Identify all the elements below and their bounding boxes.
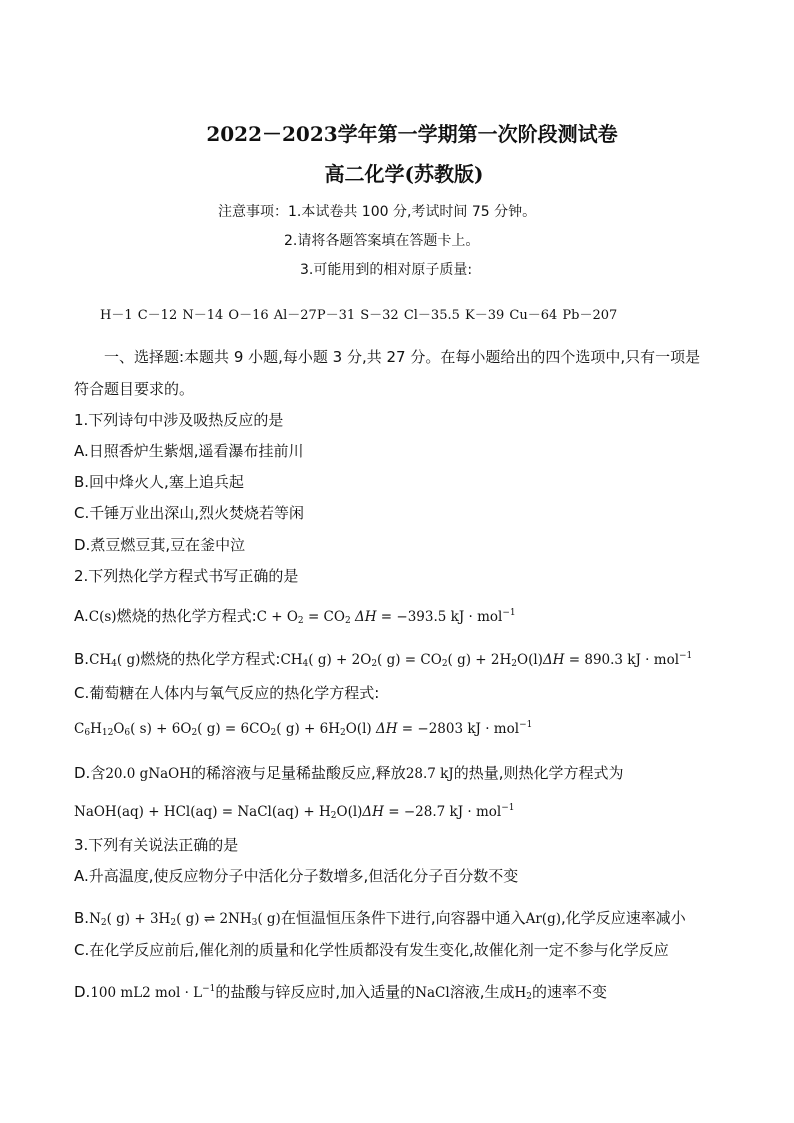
q2-d-text: 的稀溶液与足量稀盐酸反应,释放: [191, 764, 406, 782]
q3-stem: 3.下列有关说法正确的是: [74, 836, 239, 854]
q2-a-prefix: A.: [74, 607, 89, 625]
page-subtitle: 高二化学(苏教版): [324, 162, 484, 186]
q2-option-a: [74, 605, 516, 626]
atomic-masses: H－1 C－12 N－14 O－16 Al－27P－31 S－32 Cl－35.5 K－39 Cu－64 Pb－207: [100, 308, 618, 323]
q3-option-c: C.在化学反应前后,催化剂的质量和化学性质都没有发生变化,故催化剂一定不参与化学反应: [74, 941, 669, 959]
page-title: 2022－2023学年第一学期第一次阶段测试卷: [206, 122, 618, 146]
q2-c-equation: $C_6H_{12}O_6$( $s) + 6O_2$( $g) = 6CO_2$( $g) + 6H_2O(l) \Delta H = -2803$ kJ · mol$^{-1}$: [74, 720, 533, 738]
q3-option-a: A.升高温度,使反应物分子中活化分子数增多,但活化分子百分数不变: [74, 867, 519, 885]
q2-d-prefix: D.含: [74, 764, 106, 782]
q2-b-prefix: B.: [74, 650, 90, 668]
q2-b-equation: $CH_4$( $g) + 2O_2$( $g) = CO_2$( $g) + 2H_2O(l)\Delta H = 890.3$ kJ · mol$^{-1}$: [280, 651, 693, 669]
q2-d-mass: 20.0 gNaOH: [105, 766, 192, 782]
q3-d-salt: NaCl: [415, 985, 450, 1001]
q2-stem: 2.下列热化学方程式书写正确的是: [74, 567, 299, 585]
q2-a-species: C(s): [88, 609, 117, 625]
q3-d-conc: 100 mL2 mol · $L^{-1}$: [90, 984, 216, 1001]
q3-b-equation: $N_2$( $g) + 3H_2$( g) ⇌ $2NH_3$( g): [89, 911, 281, 928]
q3-d-prefix: D.: [74, 983, 91, 1001]
q3-b-text: 在恒温恒压条件下进行,向容器中通入: [280, 909, 526, 927]
q2-a-text: 燃烧的热化学方程式:: [116, 607, 257, 625]
q2-b-text: 燃烧的热化学方程式:: [140, 650, 281, 668]
notes-block: [218, 200, 536, 287]
section-1-intro: 一、选择题:本题共 9 小题,每小题 3 分,共 27 分。在每小题给出的四个选项中,只有一项是: [104, 348, 701, 366]
note-1: 注意事项：1.本试卷共 100 分,考试时间 75 分钟。: [218, 204, 537, 220]
q1-option-a: A.日照香炉生紫烟,遥看瀑布挂前川: [74, 442, 304, 460]
note-3: 3.可能用到的相对原子质量:: [300, 262, 473, 278]
section-1-intro-cont: 符合题目要求的。: [74, 380, 195, 398]
q1-option-c: C.千锤万业出深山,烈火焚烧若等闲: [74, 504, 305, 522]
q2-option-d: [74, 762, 624, 783]
q1-stem: 1.下列诗句中涉及吸热反应的是: [74, 411, 284, 429]
q3-d-text2: 溶液,生成: [449, 983, 515, 1001]
q2-option-c: C.葡萄糖在人体内与氧气反应的热化学方程式:: [74, 684, 380, 702]
q3-d-text3: 的速率不变: [532, 983, 608, 1001]
q3-b-text2: ,化学反应速率减小: [561, 909, 686, 927]
q2-d-heat: 28.7 kJ: [405, 766, 454, 782]
q1-option-d: D.煮豆燃豆萁,豆在釜中泣: [74, 536, 246, 554]
q3-b-prefix: B.: [74, 909, 90, 927]
q2-option-b: [74, 648, 692, 669]
q3-option-b: [74, 907, 686, 928]
q3-d-h2: $H_2$: [514, 985, 532, 1002]
q1-option-b: B.回中烽火人,塞上追兵起: [74, 473, 244, 491]
q3-option-d: [74, 981, 607, 1002]
q2-d-equation: NaOH(aq) + HCl(aq) = NaCl(aq) + $H_2O(l)\Delta H = -28.7$ kJ · mol$^{-1}$: [74, 803, 515, 821]
q2-d-text2: 的热量,则热化学方程式为: [453, 764, 624, 782]
note-2: 2.请将各题答案填在答题卡上。: [284, 233, 480, 249]
q3-b-gas: Ar(g): [525, 911, 561, 927]
q2-a-equation: $C + O_2 = CO_2$ ΔH = −393.5 kJ · mol$^{-1}$: [256, 608, 516, 626]
q2-b-species: $CH_4$( g): [89, 652, 141, 669]
q3-d-text: 的盐酸与锌反应时,加入适量的: [215, 983, 416, 1001]
